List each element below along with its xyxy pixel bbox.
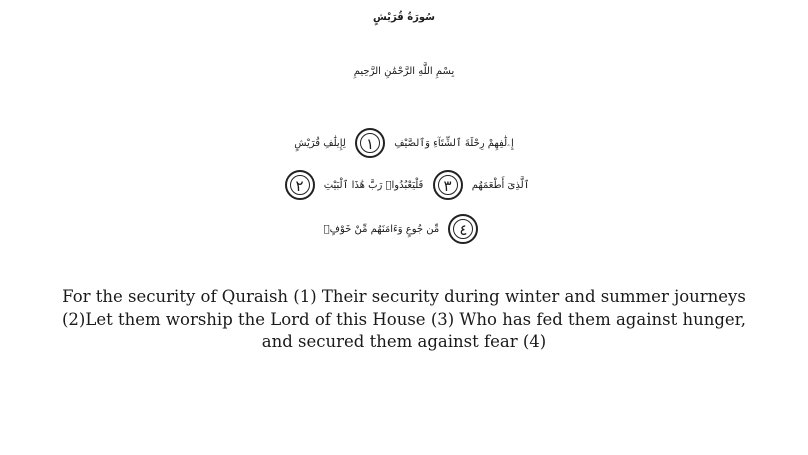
basmala: بِسْمِ اللَّهِ الرَّحْمَٰنِ الرَّحِيمِ — [353, 66, 455, 77]
ayah-marker-icon: ٢ — [285, 170, 315, 200]
ayah-marker-icon: ١ — [355, 128, 385, 158]
verse-text: لِإِيلَٰفِ قُرَيْشٍ — [294, 138, 346, 149]
ayah-marker-icon: ٤ — [448, 214, 478, 244]
verse-text: إِۦلَٰفِهِمْ رِحْلَةَ ٱلشِّتَآءِ وَٱلصَّيْفِ — [394, 138, 514, 149]
ayah-marker-icon: ٣ — [433, 170, 463, 200]
verse-text: فَلْيَعْبُدُوا۟ رَبَّ هَٰذَا ٱلْبَيْتِ — [323, 180, 424, 191]
verse-line-2 — [0, 170, 808, 200]
verse-text: ٱلَّذِىٓ أَطْعَمَهُم — [471, 180, 530, 191]
verse-line-1 — [0, 128, 808, 158]
verse-text: مِّن جُوعٍ وَءَامَنَهُم مِّنْ خَوْفٍۭ — [323, 224, 440, 235]
verse-line-3 — [0, 214, 808, 244]
english-translation: For the security of Quraish (1) Their security during winter and summer journeys (2)Let them worship the Lord of this House (3) Who has fed them against hunger, and secured them against fear (4) — [62, 287, 746, 351]
surah-title: سُورَةُ قُرَيْشٍ — [373, 12, 435, 23]
